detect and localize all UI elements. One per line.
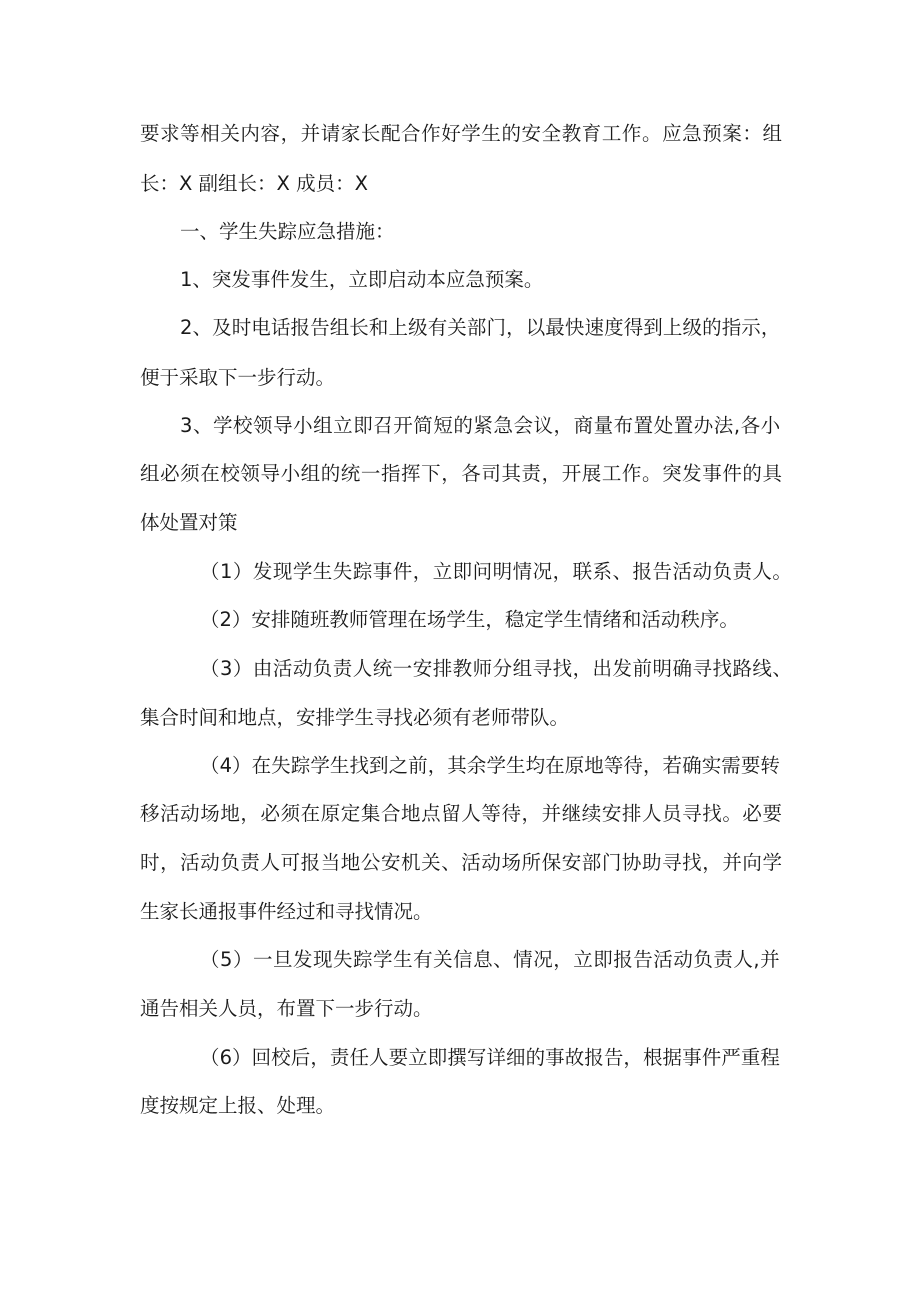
text-line: 组必须在校领导小组的统一指挥下，各司其责，开展工作。突发事件的具 xyxy=(140,462,783,485)
text-line: （5）一旦发现失踪学生有关信息、情况，立即报告活动负责人,并 xyxy=(200,948,781,971)
section-heading: 一、学生失踪应急措施： xyxy=(180,220,395,243)
text-line: 生家长通报事件经过和寻找情况。 xyxy=(140,900,433,923)
text-line: 体处置对策 xyxy=(140,511,238,534)
text-line: 移活动场地，必须在原定集合地点留人等待，并继续安排人员寻找。必要 xyxy=(140,802,783,825)
text-line: 3、学校领导小组立即召开简短的紧急会议，商量布置处置办法,各小 xyxy=(180,414,781,437)
text-line: （3）由活动负责人统一安排教师分组寻找，出发前明确寻找路线、 xyxy=(200,657,793,680)
text-line: 2、及时电话报告组长和上级有关部门，以最快速度得到上级的指示， xyxy=(180,316,781,339)
text-line: （6）回校后，责任人要立即撰写详细的事故报告，根据事件严重程 xyxy=(200,1046,780,1069)
text-line: （2）安排随班教师管理在场学生，稳定学生情绪和活动秩序。 xyxy=(200,608,739,631)
text-line: （1）发现学生失踪事件，立即问明情况，联系、报告活动负责人。 xyxy=(200,560,793,583)
text-line: 长：X 副组长：X 成员：X xyxy=(140,172,368,195)
text-line: 通告相关人员，布置下一步行动。 xyxy=(140,997,433,1020)
text-line: （4）在失踪学生找到之前，其余学生均在原地等待，若确实需要转 xyxy=(200,754,780,777)
text-line: 时，活动负责人可报当地公安机关、活动场所保安部门协助寻找，并向学 xyxy=(140,851,783,874)
text-line: 度按规定上报、处理。 xyxy=(140,1094,336,1117)
text-line: 集合时间和地点，安排学生寻找必须有老师带队。 xyxy=(140,706,570,729)
text-line: 1、突发事件发生，立即启动本应急预案。 xyxy=(180,268,544,291)
text-line: 要求等相关内容，并请家长配合作好学生的安全教育工作。应急预案：组 xyxy=(140,122,783,145)
text-line: 便于采取下一步行动。 xyxy=(140,366,336,389)
